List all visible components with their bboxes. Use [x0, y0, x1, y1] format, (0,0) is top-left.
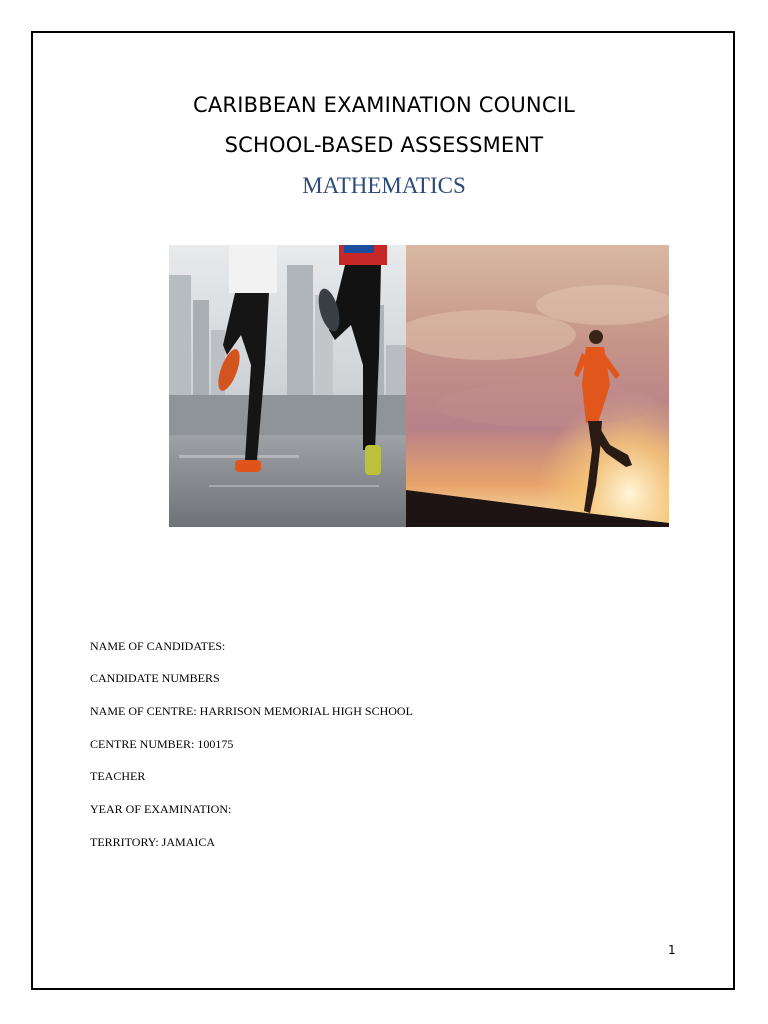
runner-silhouette-sunset-photo [406, 245, 669, 527]
cover-photos [169, 245, 669, 527]
assessment-title: SCHOOL-BASED ASSESSMENT [224, 133, 544, 157]
info-teacher: TEACHER [90, 769, 146, 783]
info-candidates: NAME OF CANDIDATES: [90, 639, 226, 653]
info-year: YEAR OF EXAMINATION: [90, 802, 232, 816]
info-candidate-numbers: CANDIDATE NUMBERS [90, 671, 220, 685]
page-number: 1 [668, 943, 676, 957]
subject-title: MATHEMATICS [302, 173, 466, 198]
council-title: CARIBBEAN EXAMINATION COUNCIL [193, 93, 575, 117]
info-centre-name: NAME OF CENTRE: HARRISON MEMORIAL HIGH SCHOOL [90, 704, 413, 718]
info-centre-number: CENTRE NUMBER: 100175 [90, 737, 234, 751]
runners-wet-city-street-photo [169, 245, 406, 527]
info-territory: TERRITORY: JAMAICA [90, 835, 216, 849]
